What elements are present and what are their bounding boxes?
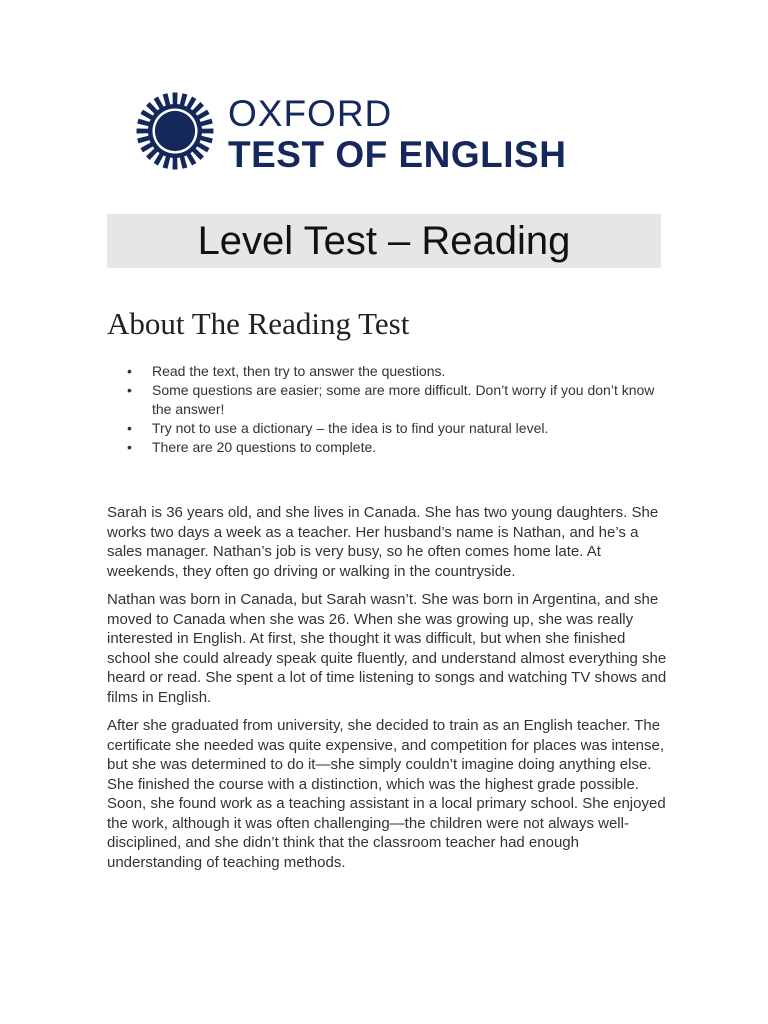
about-heading: About The Reading Test — [107, 306, 410, 341]
instruction-item: • There are 20 questions to complete. — [107, 438, 667, 457]
reading-passage — [107, 503, 667, 881]
instructions-list — [107, 362, 667, 457]
title-banner — [107, 214, 661, 268]
instruction-item: • Try not to use a dictionary – the idea is to find your natural level. — [107, 419, 667, 438]
oxford-test-of-english-logo — [134, 89, 566, 173]
passage-paragraph: Sarah is 36 years old, and she lives in Canada. She has two young daughters. She works two days a week as a teacher. Her husband’s name is Nathan, and he’s a sales manager. Nathan’s job is very busy, so he often comes home late. At weekends, they often go driving or walking in the countryside. — [107, 504, 659, 580]
logo-line-test-of-english: TEST OF ENGLISH — [228, 134, 567, 175]
logo-wordmark — [228, 89, 566, 173]
logo-line-oxford: OXFORD — [228, 93, 393, 134]
passage-paragraph: Nathan was born in Canada, but Sarah wasn’t. She was born in Argentina, and she moved to Canada when she was 26. When she was growing up, she was really interested in English. At first, she thought it was difficult, but when she finished school she could already speak quite fluently, and understand almost everything she heard or read. She spent a lot of time listening to songs and watching TV shows and films in English. — [107, 591, 667, 706]
passage-paragraph: After she graduated from university, she decided to train as an English teacher. The certificate she needed was quite expensive, and competition for places was intense, but she was determined to do it—she simply couldn’t imagine doing anything else. She finished the course with a distinction, which was the highest grade possible. Soon, she found work as a teaching assistant in a local primary school. She enjoyed the work, although it was often challenging—the children were not always well-disciplined, and she didn’t think that the classroom teacher had enough understanding of teaching methods. — [107, 717, 666, 871]
page-title: Level Test – Reading — [197, 218, 571, 263]
oxford-sun-emblem-icon — [134, 90, 216, 172]
instruction-item: • Read the text, then try to answer the questions. — [107, 362, 667, 381]
instruction-item: • Some questions are easier; some are more difficult. Don’t worry if you don’t know the answer! — [107, 381, 667, 419]
